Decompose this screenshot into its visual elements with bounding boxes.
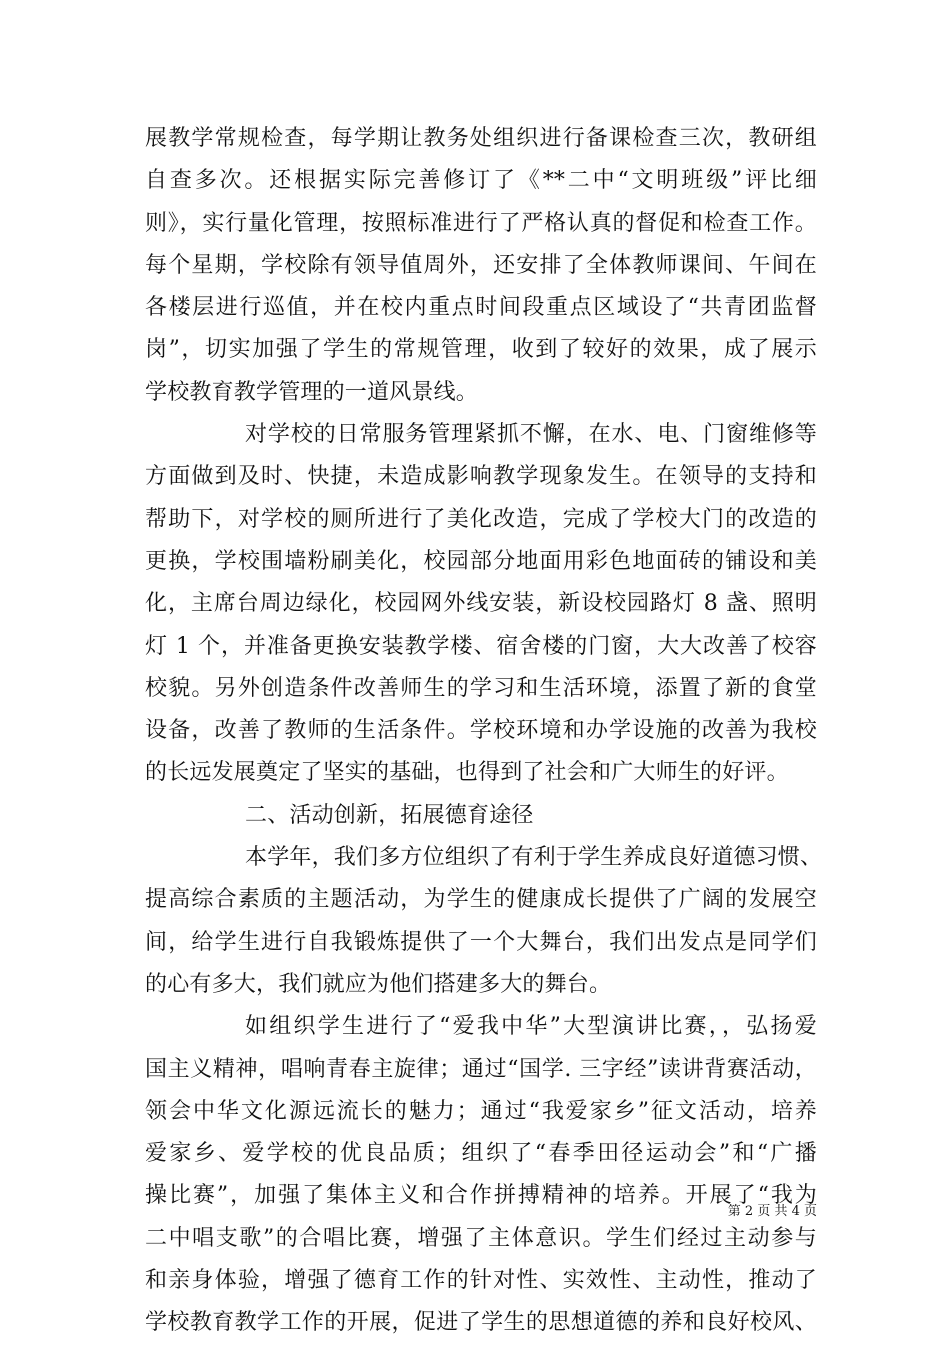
text-line: 爱家乡、爱学校的优良品质；组织了“春季田径运动会”和“广播 — [145, 1141, 817, 1167]
text-line: 更换，学校围墙粉刷美化，校园部分地面用彩色地面砖的铺设和美 — [145, 548, 817, 574]
paragraph — [145, 118, 817, 414]
text-line: 操比赛”，加强了集体主义和合作拼搏精神的培养。开展了“我为 — [145, 1183, 817, 1209]
text-line: 对学校的日常服务管理紧抓不懈，在水、电、门窗维修等 — [245, 422, 817, 448]
text-line: 二、活动创新，拓展德育途径 — [245, 802, 534, 828]
text-line: 本学年，我们多方位组织了有利于学生养成良好道德习惯、 — [245, 845, 823, 871]
text-line: 岗”，切实加强了学生的常规管理，收到了较好的效果，成了展示 — [145, 337, 817, 363]
section-heading — [145, 795, 817, 837]
text-line: 则》，实行量化管理，按照标准进行了严格认真的督促和检查工作。 — [145, 210, 817, 236]
page-number-footer: 第 2 页 共 4 页 — [727, 1204, 817, 1219]
text-line: 二中唱支歌”的合唱比赛，增强了主体意识。学生们经过主动参与 — [145, 1225, 817, 1251]
text-line: 每个星期，学校除有领导值周外，还安排了全体教师课间、午间在 — [145, 252, 817, 278]
paragraph — [145, 837, 823, 1006]
text-line: 如组织学生进行了“爱我中华”大型演讲比赛，，弘扬爱 — [245, 1014, 817, 1040]
text-line: 的长远发展奠定了坚实的基础，也得到了社会和广大师生的好评。 — [145, 760, 789, 786]
text-line: 国主义精神，唱响青春主旋律；通过“国学. 三字经”读讲背赛活动， — [145, 1056, 817, 1082]
text-line: 展教学常规检查，每学期让教务处组织进行备课检查三次，教研组 — [145, 126, 817, 151]
text-line: 设备，改善了教师的生活条件。学校环境和办学设施的改善为我校 — [145, 718, 817, 744]
paragraph — [145, 414, 817, 795]
text-line: 间，给学生进行自我锻炼提供了一个大舞台，我们出发点是同学们 — [145, 929, 817, 955]
text-line: 学校教育教学管理的一道风景线。 — [145, 379, 479, 405]
text-line: 和亲身体验，增强了德育工作的针对性、实效性、主动性，推动了 — [145, 1268, 817, 1294]
text-line: 领会中华文化源远流长的魅力；通过“我爱家乡”征文活动，培养 — [145, 1098, 817, 1124]
text-line: 提高综合素质的主题活动，为学生的健康成长提供了广阔的发展空 — [145, 887, 817, 913]
text-line: 化，主席台周边绿化，校园网外线安装，新设校园路灯 8 盏、照明 — [145, 591, 817, 617]
text-line: 方面做到及时、快捷，未造成影响教学现象发生。在领导的支持和 — [145, 464, 817, 490]
text-line: 学校教育教学工作的开展，促进了学生的思想道德的养和良好校风、 — [145, 1310, 817, 1336]
text-line: 的心有多大，我们就应为他们搭建多大的舞台。 — [145, 971, 612, 997]
text-line: 灯 1 个，并准备更换安装教学楼、宿舍楼的门窗，大大改善了校容 — [145, 633, 817, 659]
document-body — [145, 118, 823, 1345]
text-line: 帮助下，对学校的厕所进行了美化改造，完成了学校大门的改造的 — [145, 506, 817, 532]
text-line: 自查多次。还根据实际完善修订了《**二中“文明班级”评比细 — [145, 168, 817, 194]
paragraph — [145, 1006, 817, 1344]
text-line: 校貌。另外创造条件改善师生的学习和生活环境，添置了新的食堂 — [145, 675, 817, 701]
text-line: 各楼层进行巡值，并在校内重点时间段重点区域设了“共青团监督 — [145, 295, 817, 321]
